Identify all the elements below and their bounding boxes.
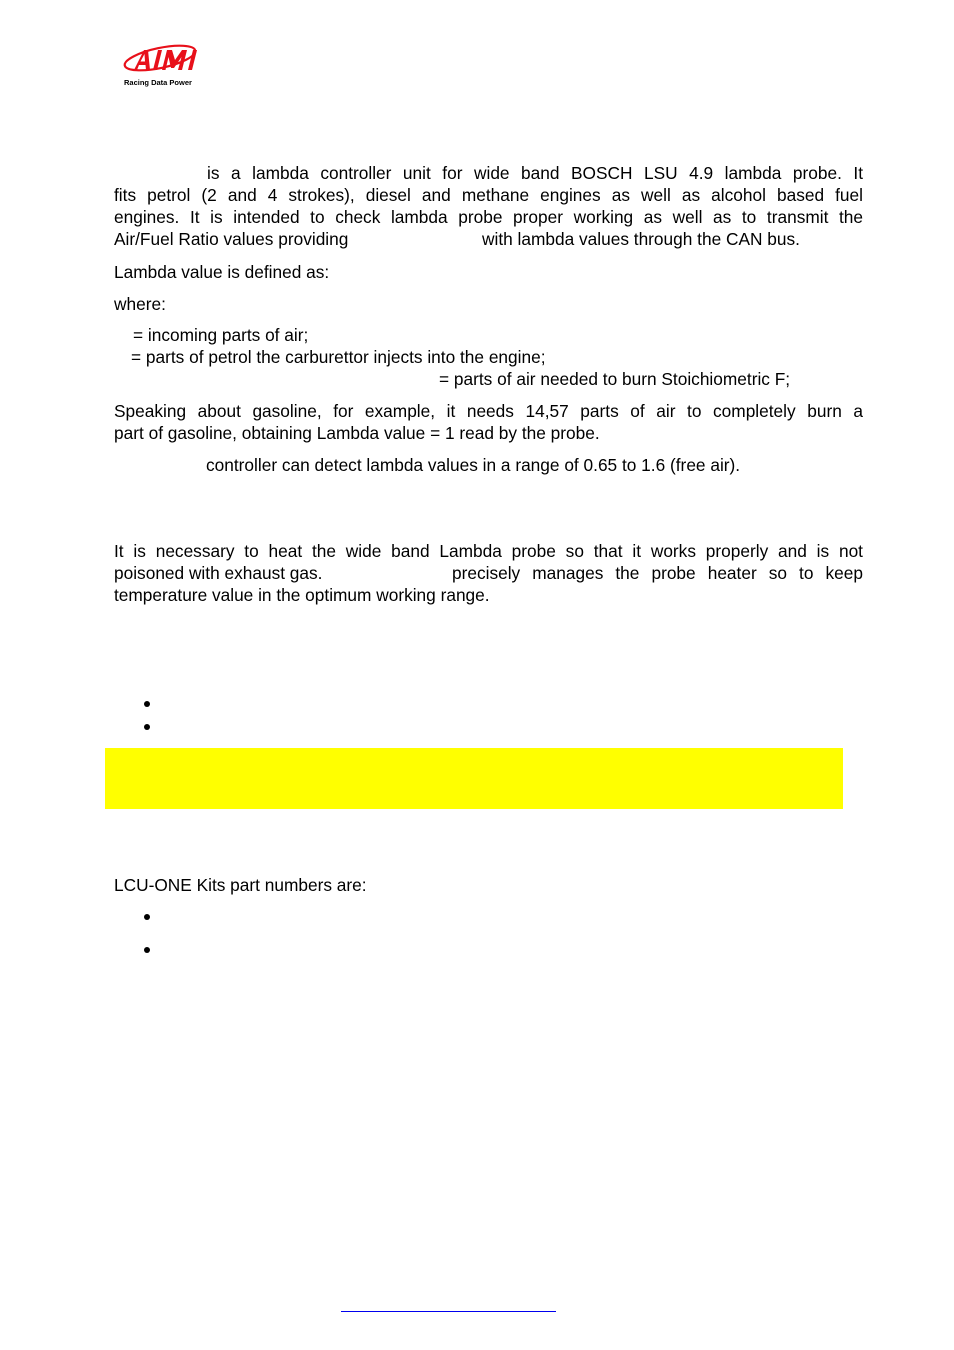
- bullet-marker: [144, 914, 150, 920]
- term-air: = incoming parts of air;: [133, 325, 309, 345]
- intro-line-2: fits petrol (2 and 4 strokes), diesel and methane engines as well as alcohol based fuel: [114, 185, 863, 205]
- heater-line-2a: poisoned with exhaust gas.: [114, 563, 323, 583]
- gasoline-line-2: part of gasoline, obtaining Lambda value = 1 read by the probe.: [114, 423, 600, 443]
- bullet-marker: [144, 724, 150, 730]
- intro-line-1: is a lambda controller unit for wide band BOSCH LSU 4.9 lambda probe. It: [207, 163, 863, 183]
- intro-line-3: engines. It is intended to check lambda probe proper working as well as to transmit the: [114, 207, 863, 227]
- heater-line-3: temperature value in the optimum working range.: [114, 585, 490, 605]
- range-text: controller can detect lambda values in a range of 0.65 to 1.6 (free air).: [206, 455, 741, 475]
- intro-line-4b: with lambda values through the CAN bus.: [482, 229, 800, 249]
- bullet-marker: [144, 947, 150, 953]
- intro-line-4a: Air/Fuel Ratio values providing: [114, 229, 349, 249]
- footer-link[interactable]: [341, 1311, 556, 1312]
- kits-lead: LCU-ONE Kits part numbers are:: [114, 875, 367, 895]
- definition-where: where:: [114, 294, 166, 314]
- heater-line-2b: precisely manages the probe heater so to keep: [452, 563, 863, 583]
- term-petrol: = parts of petrol the carburettor injects into the engine;: [131, 347, 546, 367]
- logo-tagline: Racing Data Power: [124, 78, 192, 87]
- gasoline-line-1: Speaking about gasoline, for example, it needs 14,57 parts of air to completely burn a: [114, 401, 863, 421]
- highlight-box: [105, 748, 843, 809]
- term-stoich: = parts of air needed to burn Stoichiometric F;: [439, 369, 791, 389]
- heater-line-1: It is necessary to heat the wide band Lambda probe so that it works properly and is not: [114, 541, 863, 561]
- bullet-marker: [144, 701, 150, 707]
- definition-lead: Lambda value is defined as:: [114, 262, 330, 282]
